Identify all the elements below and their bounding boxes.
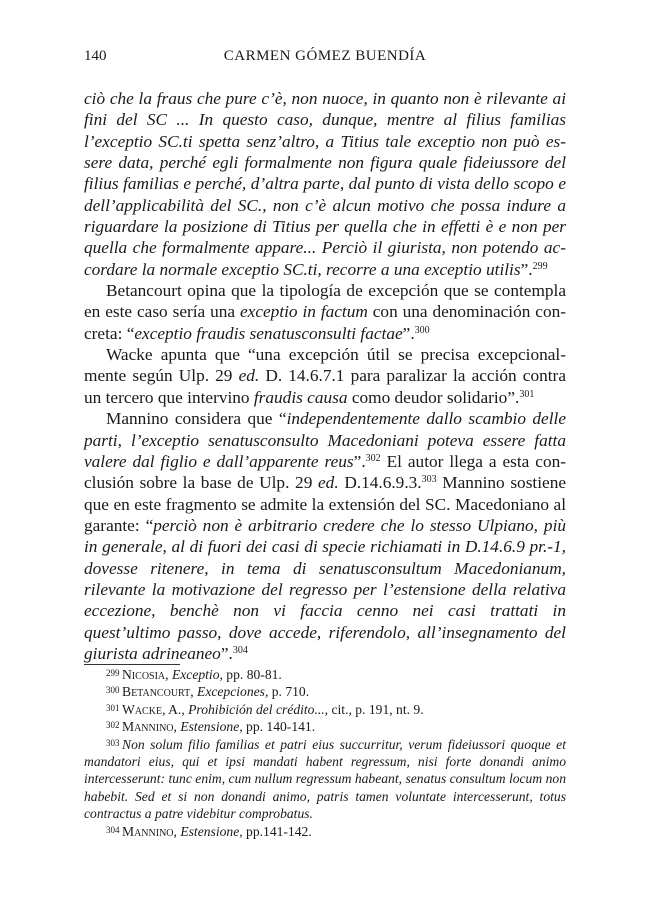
footnote-300: 300 Betancourt, Excepciones, p. 710. [106, 684, 310, 700]
footnote-ref: 301 [519, 388, 535, 400]
page-number: 140 [84, 48, 107, 64]
text-run: D. 14.6.7.1 para paralizar la acción contra un tercero que intervino [84, 366, 566, 407]
text-run: , [190, 684, 198, 700]
footnote-title: Prohibición del crédito..., [188, 701, 329, 717]
footnote-302: 302 Mannino, Estensione, pp. 140-141. [106, 719, 316, 735]
footnote-title: Excepciones, [197, 684, 269, 700]
footnotes [84, 666, 566, 840]
footnote-301: 301 Wacke, A., Prohibición del crédito..., cit., p. 191, nt. 9. [106, 701, 424, 717]
footnote-299: 299 Nicosia, Exceptio, pp. 80-81. [106, 667, 282, 682]
text-run: Mannino sostiene que en este fragmento se admite la extensión del SC. Macedoniano al garante: “ [84, 473, 567, 535]
text-run: como deudor solidario”. [347, 387, 520, 407]
italian-quote: ciò che la fraus che pure c’è, non nuoce, in quanto non è rilevante ai fini del SC ... In questo caso, dunque, mentre al filius familias l’exceptio SC.ti spetta senz’altro, a Titius tale exceptio non può essere data, perché egli formalmente non figura quale fideiussore del filius familias e perché, d’altra parte, dal punto di vista dello scopo e dell’applicabilità del SC., non c’è alcun motivo che possa indure a riguardare la posizione di Titius per quella che in effetti è e non per quella che formalmente appare... Perciò il giurista, non potendo accordare la normale exceptio SC.ti, recorre a una exceptio utilis [84, 89, 566, 279]
footnote-author: Wacke [122, 701, 163, 717]
text-run: ”. [402, 323, 415, 343]
footnote-title: Estensione, [180, 719, 243, 735]
page-header [84, 48, 566, 70]
text-run: Mannino considera que “ [106, 409, 287, 429]
text-run: pp. 140-141. [242, 719, 316, 735]
footnote-author: Betancourt [122, 684, 191, 700]
footnote-author: Mannino [122, 719, 174, 735]
paragraph-wacke [84, 344, 566, 408]
text-run: cit., p. 191, nt. 9. [328, 701, 424, 717]
running-title: CARMEN GÓMEZ BUENDÍA [223, 48, 427, 64]
text-run: , [165, 667, 172, 682]
text-run: El autor llega a esta conclusión sobre la base de Ulp. 29 [84, 451, 566, 493]
text-run: ”. [220, 643, 233, 663]
italic-term: ed. [238, 366, 260, 386]
footnote-ref: 299 [532, 260, 548, 272]
text-run: pp.141-142. [242, 823, 312, 839]
text-run: p. 710. [268, 684, 310, 700]
footnote-latin-quote: Non solum filio familias et patri eius succurritur, verum fideiussori quoque et mandatori eius, qui et ipsi mandati habent regressum, nisi forte donandi animo intercesserunt: tunc enim, cum nullum regressum habeant, senatus consultum locum non habebit. Sed et si non donandi animo, patris tamen voluntate intercesserunt, totus contractus a patre videbitur comprobatus. [84, 736, 566, 822]
footnote-divider [84, 664, 180, 665]
italic-term: ed. [318, 473, 339, 493]
footnote-304: 304 Mannino, Estensione, pp.141-142. [106, 823, 312, 839]
footnote-ref: 300 [414, 324, 430, 336]
main-text [84, 88, 566, 664]
footnote-title: Exceptio, [171, 667, 223, 682]
italian-quote: perciò non è arbitrario credere che lo stesso Ulpiano, più in generale, al di fuori dei casi di specie richiamati in D.14.6.9 pr.-1, dovesse ritenere, in tema di senatusconsultum Macedonianum, rilevante la motivazione del regresso per l’estensione della relativa eccezione, benchè non vi faccia cenno nei casi trattati in quest’ultimo passo, dove accede, riferendolo, all’insegnamento del giurista adrineaneo [84, 515, 567, 663]
italic-term: exceptio fraudis senatusconsulti factae [134, 323, 403, 343]
text-run: , [173, 719, 181, 735]
footnote-author: Nicosia [122, 667, 166, 682]
footnote-title: Estensione, [180, 823, 243, 839]
text-run: con una denominación concreta: “ [84, 302, 567, 343]
italian-quote: independentemente dallo scambio delle parti, l’exceptio senatusconsulto Macedoniani poteva essere fatta valere dal figlio e dall’apparente reus [84, 409, 567, 471]
footnote-author: Mannino [122, 823, 174, 839]
footnote-303: 303 Non solum filio familias et patri eius succurritur, verum fideiussori quoque et mandatori eius, qui et ipsi mandati habent regressum, nisi forte donandi animo intercesserunt: tunc enim, cum nullum regressum habeant, senatus consultum locum non habebit. Sed et si non donandi animo, patris tamen voluntate intercesserunt, totus contractus a patre videbitur comprobatus. [84, 736, 566, 822]
italic-term: exceptio in factum [240, 302, 368, 322]
text-run: Wacke apunta que “una excepción útil se precisa excepcionalmente según Ulp. 29 [84, 345, 566, 386]
footnote-ref: 302 [365, 452, 381, 464]
text-run: Betancourt opina que la tipología de excepción que se contempla en este caso sería una [84, 281, 566, 322]
text-run: D.14.6.9.3. [338, 473, 422, 493]
paragraph-quote-continuation [84, 88, 566, 280]
text-run: ”. [520, 259, 533, 279]
footnote-ref: 304 [232, 644, 248, 656]
text-run: ”. [353, 451, 366, 471]
text-run: pp. 80-81. [222, 667, 282, 682]
text-run: , [173, 823, 181, 839]
paragraph-mannino [84, 408, 566, 664]
paragraph-betancourt [84, 280, 566, 344]
italic-term: fraudis causa [253, 387, 348, 407]
text-run: , A., [162, 701, 189, 717]
footnote-ref: 303 [421, 474, 437, 486]
